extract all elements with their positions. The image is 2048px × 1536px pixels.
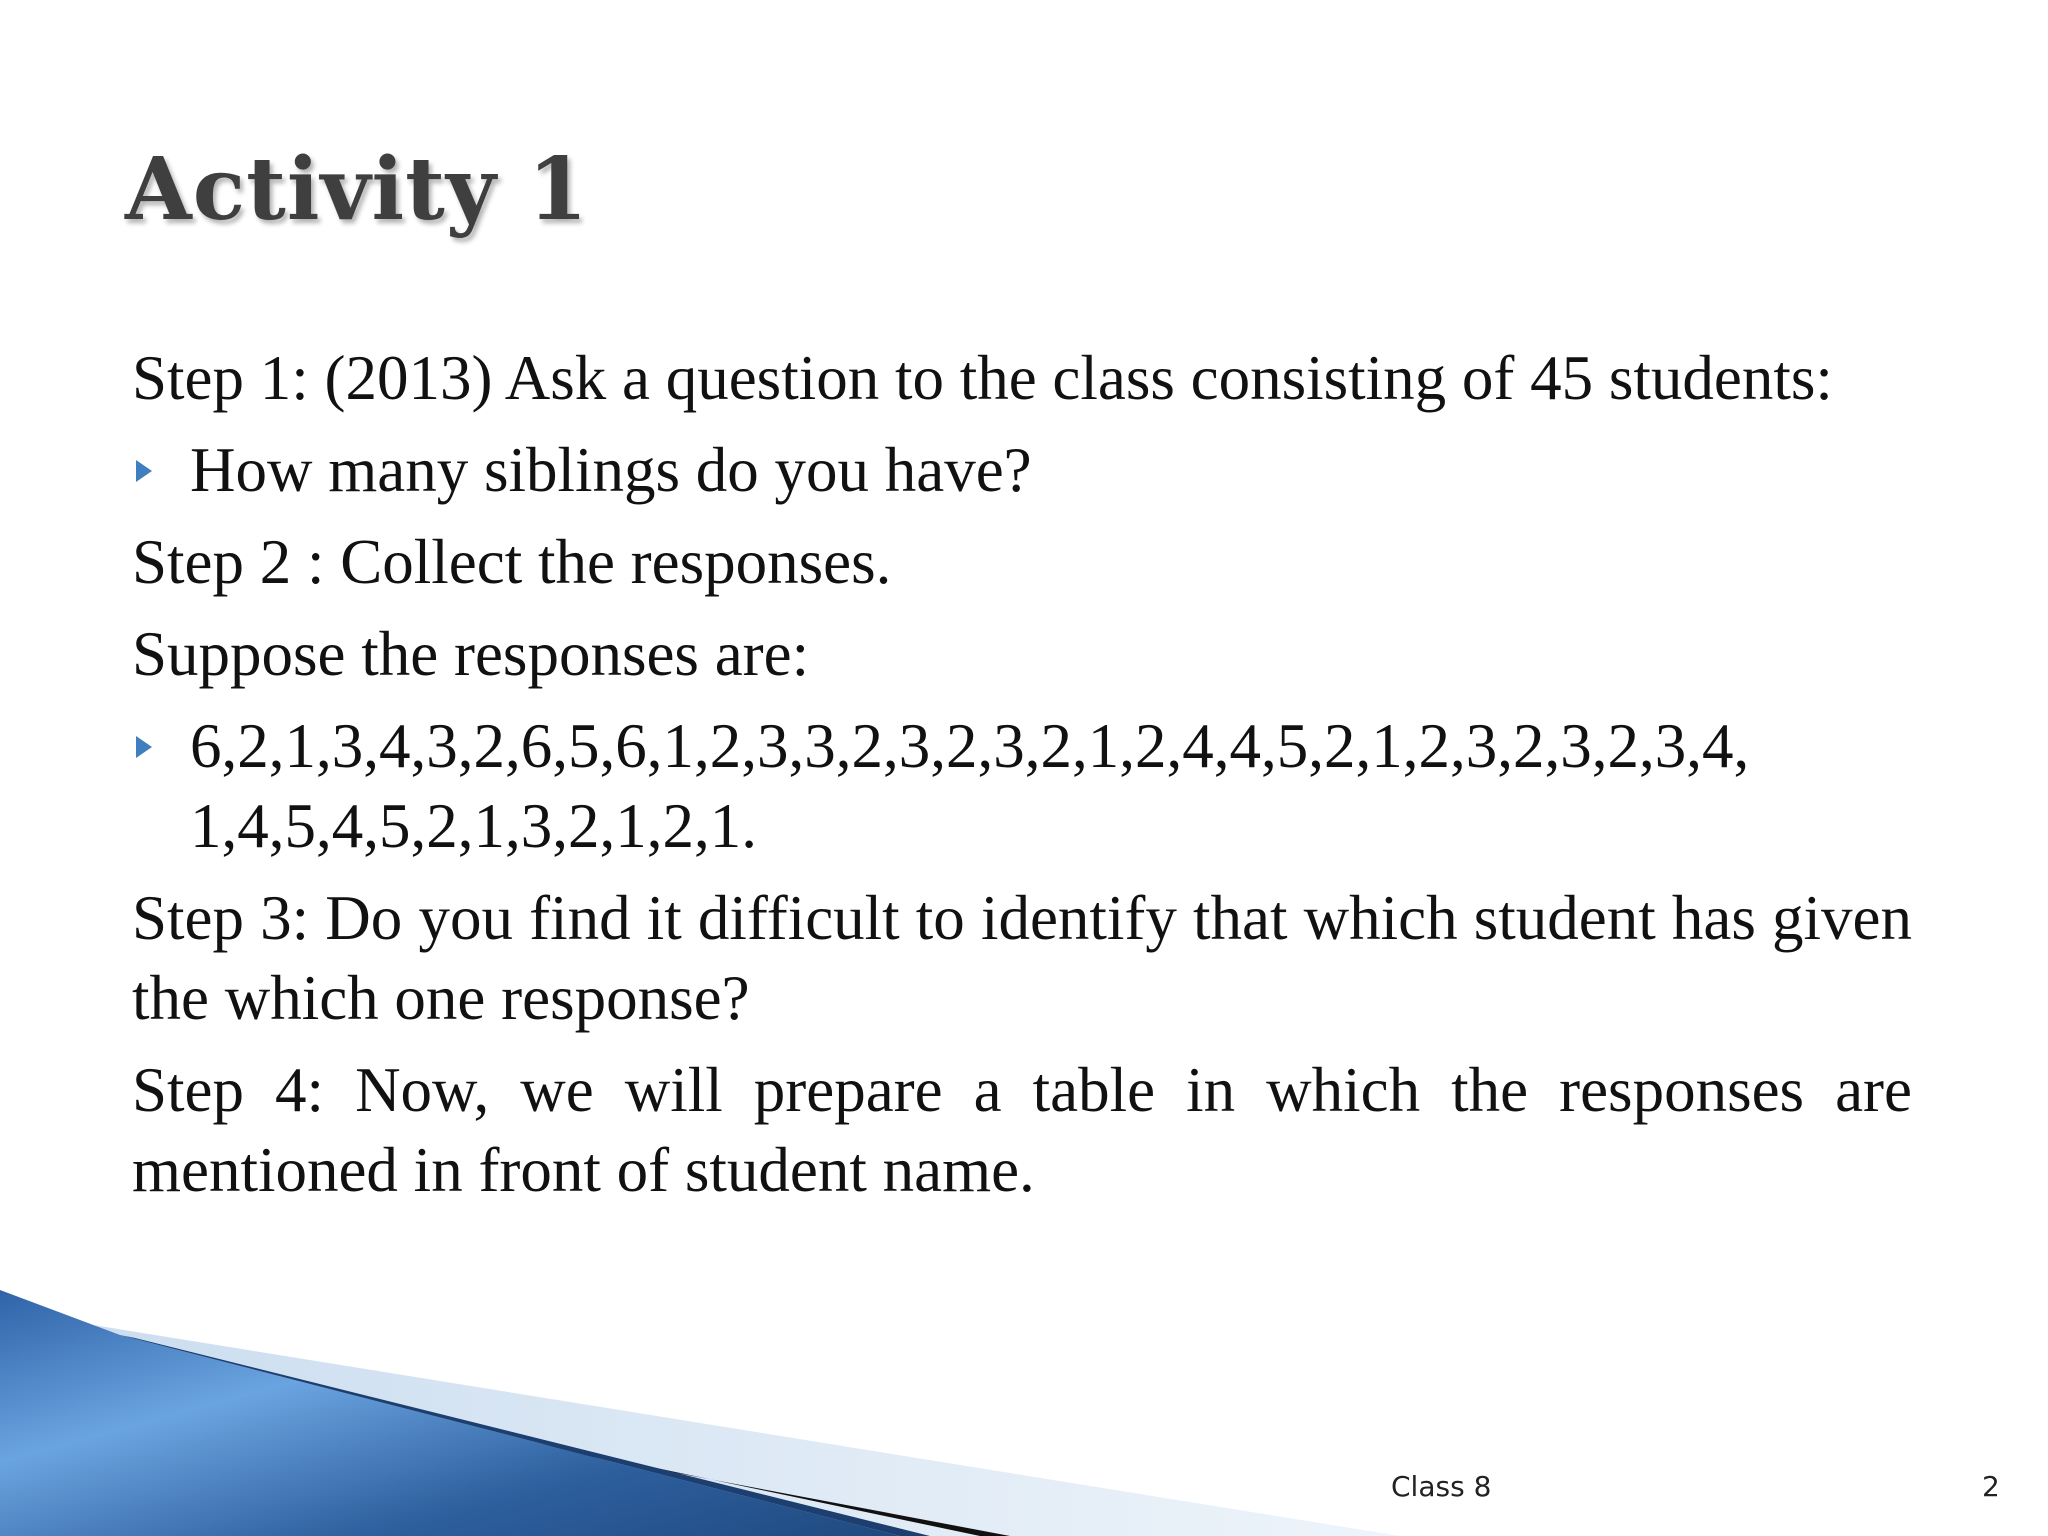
decorative-swoosh — [0, 1290, 1400, 1536]
step-3-text: Step 3: Do you find it difficult to identify that which student has given the which one response? — [132, 883, 1912, 1033]
question-text: How many siblings do you have? — [190, 435, 1032, 505]
footer-page-number: 2 — [1982, 1470, 2000, 1503]
slide-body — [132, 338, 1912, 1222]
slide-title: Activity 1 — [125, 139, 589, 240]
triangle-bullet-icon — [136, 736, 152, 758]
suppose-text: Suppose the responses are: — [132, 619, 810, 689]
step-4-text: Step 4: Now, we will prepare a table in which the responses are mentioned in front of student name. — [132, 1055, 1912, 1205]
footer-class-label: Class 8 — [1391, 1470, 1492, 1503]
bullet-responses — [132, 706, 1912, 866]
step-2-text: Step 2 : Collect the responses. — [132, 527, 892, 597]
bullet-question — [132, 430, 1912, 510]
step-1-text: Step 1: (2013) Ask a question to the class consisting of 45 students: — [132, 343, 1833, 413]
triangle-bullet-icon — [136, 460, 152, 482]
responses-text: 6,2,1,3,4,3,2,6,5,6,1,2,3,3,2,3,2,3,2,1,2,4,4,5,2,1,2,3,2,3,2,3,4, 1,4,5,4,5,2,1,3,2,1,2,1. — [190, 711, 1750, 861]
